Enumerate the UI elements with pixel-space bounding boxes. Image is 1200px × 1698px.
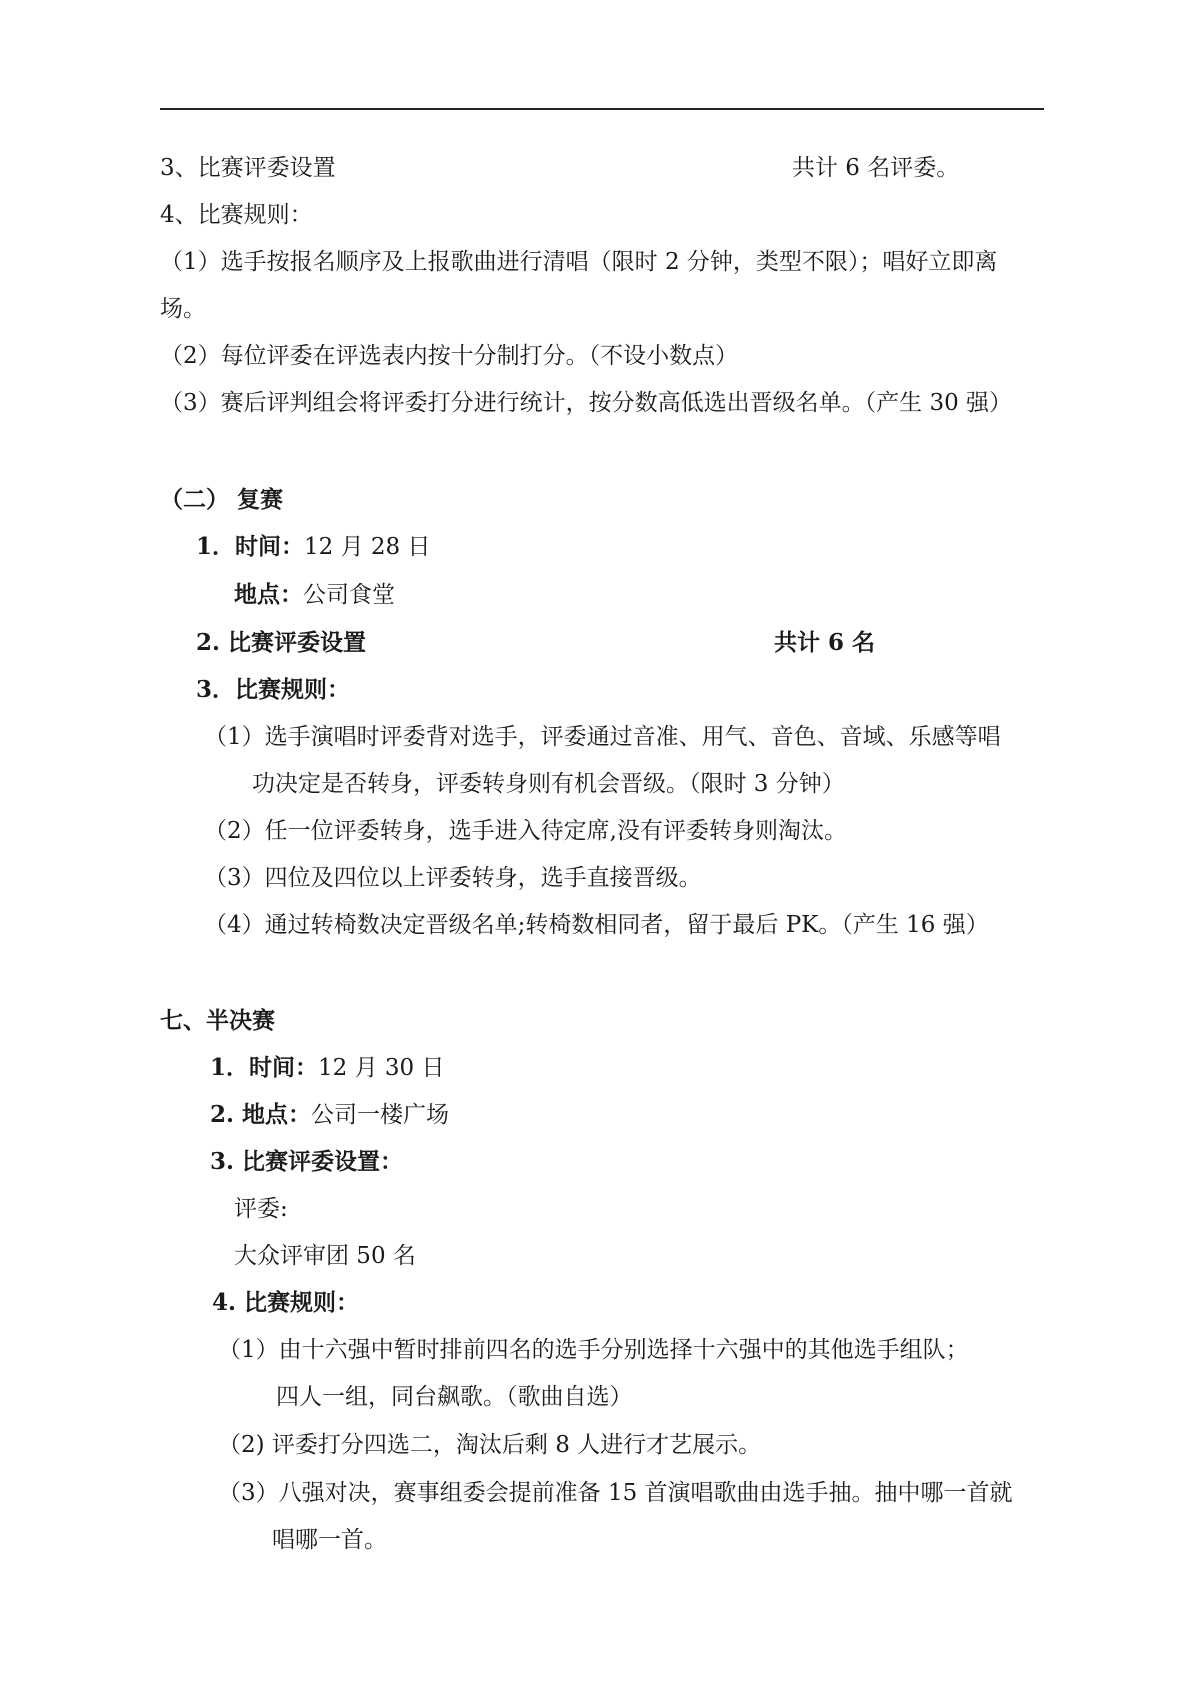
semifinal-rule-3-line-2: 唱哪一首。 <box>272 1527 387 1553</box>
semifinal-rule-3-line-1: （3）八强对决，赛事组委会提前准备 15 首演唱歌曲由选手抽。抽中哪一首就 <box>218 1480 1013 1506</box>
rematch-rule-1-line-1: （1）选手演唱时评委背对选手，评委通过音准、用气、音色、音域、乐感等唱 <box>204 724 1001 750</box>
rematch-rule-4: （4）通过转椅数决定晋级名单;转椅数相同者，留于最后 PK。（产生 16 强） <box>204 912 989 938</box>
rematch-judges-label: 2. 比赛评委设置 <box>196 629 367 656</box>
semifinal-rules-heading: 4. 比赛规则： <box>212 1289 360 1316</box>
semifinal-rule-1-line-1: （1）由十六强中暂时排前四名的选手分别选择十六强中的其他选手组队； <box>218 1337 969 1363</box>
rematch-place <box>234 580 395 610</box>
semifinal-place <box>210 1100 449 1130</box>
rematch-time-label: 1．时间： <box>196 533 305 560</box>
prelim-judges-label: 3、比赛评委设置 <box>160 155 336 181</box>
rematch-time-value: 12 月 28 日 <box>304 534 431 560</box>
rematch-rule-1-line-2: 功决定是否转身，评委转身则有机会晋级。（限时 3 分钟） <box>252 771 845 797</box>
semifinal-place-value: 公司一楼广场 <box>311 1102 450 1128</box>
semifinal-heading: 七、半决赛 <box>160 1007 275 1034</box>
semifinal-judges-label: 评委: <box>234 1196 288 1222</box>
rematch-judges-count: 共计 6 名 <box>774 629 876 656</box>
header-rule <box>160 108 1044 110</box>
prelim-rule-1-line-2: 场。 <box>160 296 206 322</box>
prelim-rule-1-line-1: （1）选手按报名顺序及上报歌曲进行清唱（限时 2 分钟，类型不限）；唱好立即离 <box>160 249 998 275</box>
semifinal-time <box>210 1053 444 1083</box>
rematch-rules-heading: 3．比赛规则： <box>196 676 351 703</box>
rematch-place-value: 公司食堂 <box>303 582 395 608</box>
semifinal-place-label: 2. 地点： <box>210 1101 312 1128</box>
prelim-rule-3: （3）赛后评判组会将评委打分进行统计，按分数高低选出晋级名单。（产生 30 强） <box>160 390 1013 416</box>
semifinal-time-label: 1．时间： <box>210 1054 319 1081</box>
rematch-place-label: 地点： <box>234 581 303 608</box>
prelim-rule-2: （2）每位评委在评选表内按十分制打分。（不设小数点） <box>160 343 739 369</box>
prelim-judges-count: 共计 6 名评委。 <box>792 155 960 181</box>
semifinal-public-jury: 大众评审团 50 名 <box>234 1243 416 1269</box>
rematch-rule-3: （3）四位及四位以上评委转身，选手直接晋级。 <box>204 865 702 891</box>
semifinal-rule-1-line-2: 四人一组，同台飙歌。（歌曲自选） <box>276 1384 633 1410</box>
prelim-rules-heading: 4、比赛规则： <box>160 202 313 228</box>
rematch-time <box>196 532 430 562</box>
rematch-rule-2: （2）任一位评委转身，选手进入待定席,没有评委转身则淘汰。 <box>204 818 847 844</box>
semifinal-judges-heading: 3. 比赛评委设置： <box>210 1148 404 1175</box>
semifinal-rule-2: （2) 评委打分四选二，淘汰后剩 8 人进行才艺展示。 <box>218 1432 762 1458</box>
rematch-heading: （二） 复赛 <box>160 486 284 513</box>
semifinal-time-value: 12 月 30 日 <box>318 1055 445 1081</box>
